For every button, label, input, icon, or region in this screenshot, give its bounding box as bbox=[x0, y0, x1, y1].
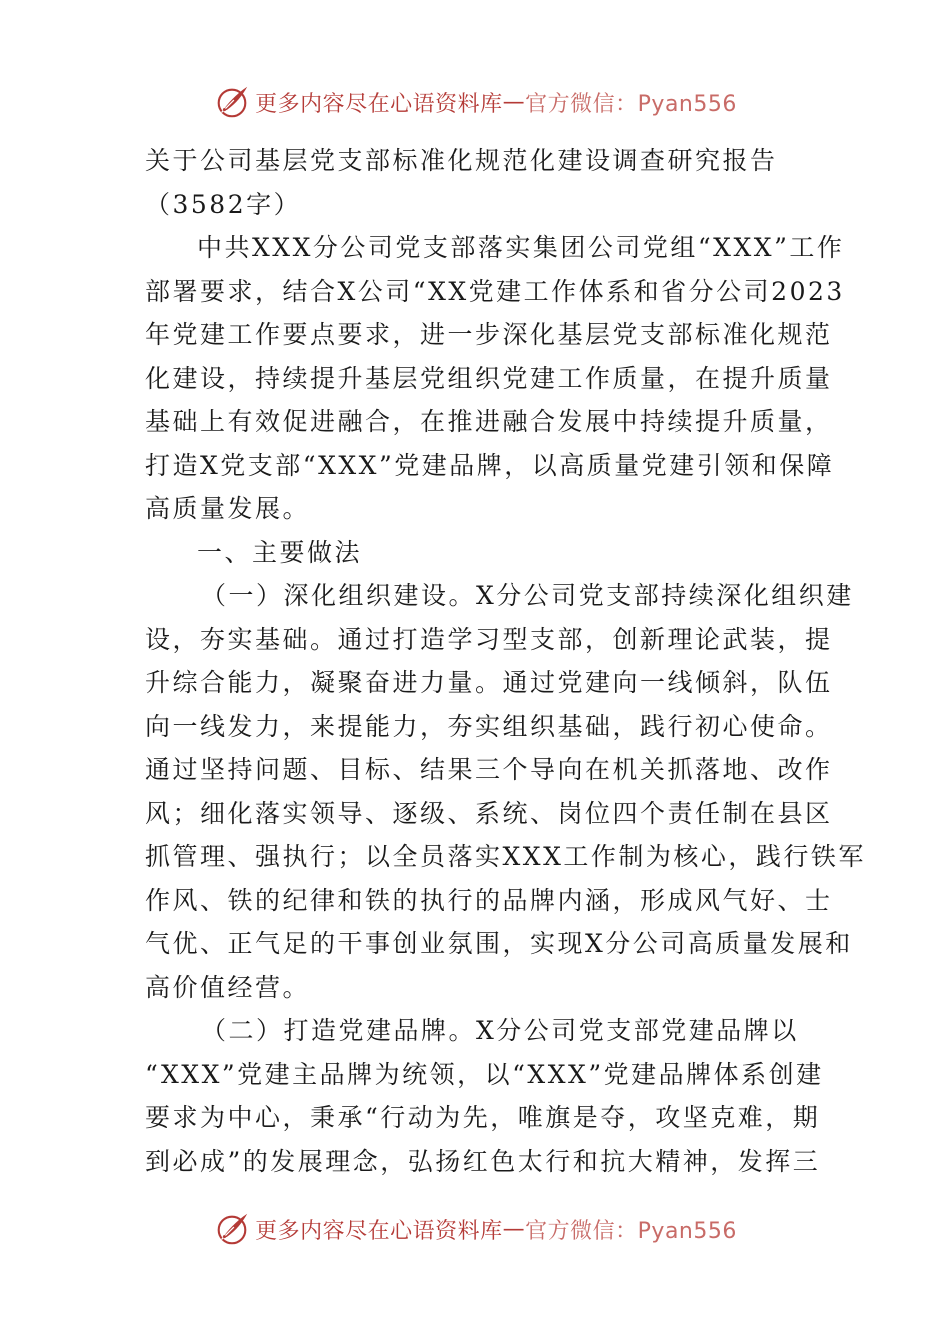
quill-logo-icon bbox=[213, 83, 251, 121]
paragraph-line: 风；细化落实领导、逐级、系统、岗位四个责任制在县区 bbox=[145, 798, 833, 828]
paragraph-line: 高价值经营。 bbox=[145, 972, 311, 1002]
paragraph-line: 向一线发力，来提能力，夯实组织基础，践行初心使命。 bbox=[145, 711, 833, 741]
paragraph-line: 基础上有效促进融合，在推进融合发展中持续提升质量， bbox=[145, 407, 833, 436]
header-watermark-banner bbox=[0, 80, 950, 124]
banner-dash: — bbox=[502, 89, 526, 115]
paragraph-line: 年党建工作要点要求，进一步深化基层党支部标准化规范 bbox=[145, 320, 833, 349]
quill-logo-icon bbox=[213, 1210, 251, 1248]
subsection-heading-line: （二）打造党建品牌。X分公司党支部党建品牌以 bbox=[201, 1016, 799, 1045]
banner-wechat-text: 官方微信：Pyan556 bbox=[525, 1218, 737, 1244]
paragraph-line: 部署要求，结合X公司“XX党建工作体系和省分公司2023 bbox=[145, 276, 845, 306]
document-body bbox=[145, 139, 866, 1183]
paragraph-line: 中共XXX分公司党支部落实集团公司党组“XXX”工作 bbox=[197, 233, 845, 262]
banner-wechat-text: 官方微信：Pyan556 bbox=[525, 91, 737, 117]
paragraph-line: 要求为中心，秉承“行动为先，唯旗是夺，攻坚克难，期 bbox=[145, 1103, 821, 1132]
subsection-heading-line: （一）深化组织建设。X分公司党支部持续深化组织建 bbox=[201, 581, 854, 610]
paragraph-line: 到必成”的发展理念，弘扬红色太行和抗大精神，发挥三 bbox=[145, 1146, 821, 1176]
footer-watermark-banner bbox=[0, 1207, 950, 1251]
paragraph-line: 抓管理、强执行；以全员落实XXX工作制为核心，践行铁军 bbox=[145, 842, 866, 871]
paragraph-line: 通过坚持问题、目标、结果三个导向在机关抓落地、改作 bbox=[145, 755, 833, 784]
document-title: 关于公司基层党支部标准化规范化建设调查研究报告 bbox=[145, 146, 778, 175]
paragraph-line: “XXX”党建主品牌为统领，以“XXX”党建品牌体系创建 bbox=[145, 1059, 824, 1089]
paragraph-line: 气优、正气足的干事创业氛围，实现X分公司高质量发展和 bbox=[145, 929, 853, 958]
paragraph-line: 化建设，持续提升基层党组织党建工作质量，在提升质量 bbox=[145, 363, 833, 393]
banner-brand-text: 更多内容尽在心语资料库 bbox=[255, 91, 503, 117]
document-word-count: （3582字） bbox=[145, 189, 302, 219]
paragraph-line: 升综合能力，凝聚奋进力量。通过党建向一线倾斜，队伍 bbox=[145, 668, 833, 697]
paragraph-line: 设，夯实基础。通过打造学习型支部，创新理论武装，提 bbox=[145, 624, 833, 654]
paragraph-line: 高质量发展。 bbox=[145, 494, 311, 523]
paragraph-line: 作风、铁的纪律和铁的执行的品牌内涵，形成风气好、士 bbox=[145, 885, 833, 915]
paragraph-line: 打造X党支部“XXX”党建品牌，以高质量党建引领和保障 bbox=[145, 450, 835, 480]
banner-brand-text: 更多内容尽在心语资料库 bbox=[255, 1218, 503, 1244]
banner-dash: — bbox=[502, 1216, 526, 1242]
section-heading: 一、主要做法 bbox=[197, 537, 363, 567]
